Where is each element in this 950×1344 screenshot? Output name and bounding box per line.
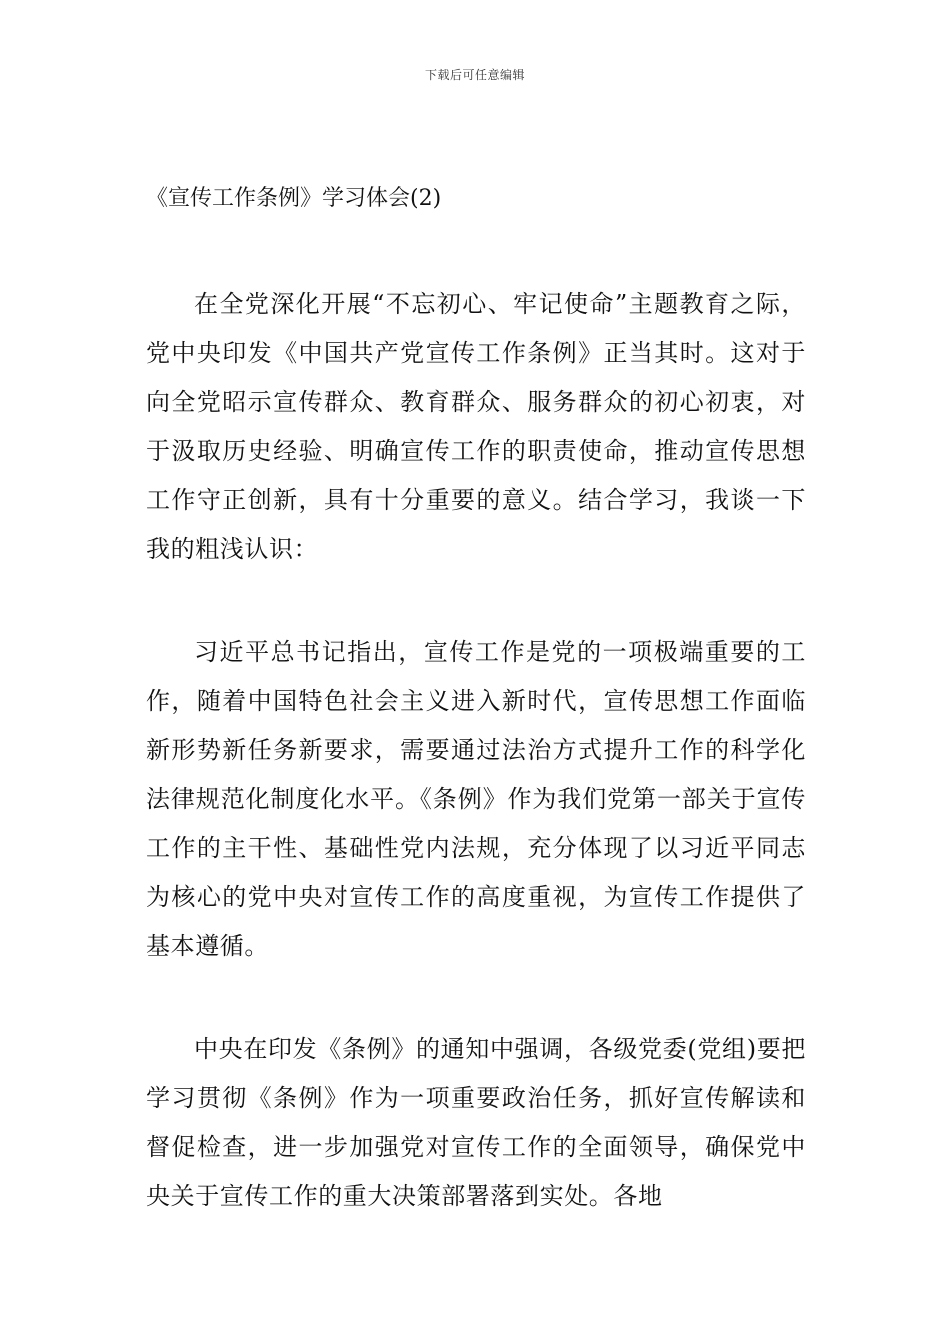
document-body: [146, 280, 806, 1275]
paragraph-2: 习近平总书记指出，宣传工作是党的一项极端重要的工作，随着中国特色社会主义进入新时代，宣传思想工作面临新形势新任务新要求，需要通过法治方式提升工作的科学化法律规范化制度化水平。《条例》作为我们党第一部关于宣传工作的主干性、基础性党内法规，充分体现了以习近平同志为核心的党中央对宣传工作的高度重视，为宣传工作提供了基本遵循。: [146, 638, 806, 960]
paragraph-3: 中央在印发《条例》的通知中强调，各级党委(党组)要把学习贯彻《条例》作为一项重要政治任务，抓好宣传解读和督促检查，进一步加强党对宣传工作的全面领导，确保党中央关于宣传工作的重大决策部署落到实处。各地: [146, 1035, 806, 1210]
document-title: 《宣传工作条例》学习体会(2): [146, 186, 442, 211]
paragraph-1: 在全党深化开展“不忘初心、牢记使命”主题教育之际，党中央印发《中国共产党宣传工作条例》正当其时。这对于向全党昭示宣传群众、教育群众、服务群众的初心初衷，对于汲取历史经验、明确宣传工作的职责使命，推动宣传思想工作守正创新，具有十分重要的意义。结合学习，我谈一下我的粗浅认识：: [146, 290, 806, 563]
header-note: 下载后可任意编辑: [424, 68, 525, 82]
